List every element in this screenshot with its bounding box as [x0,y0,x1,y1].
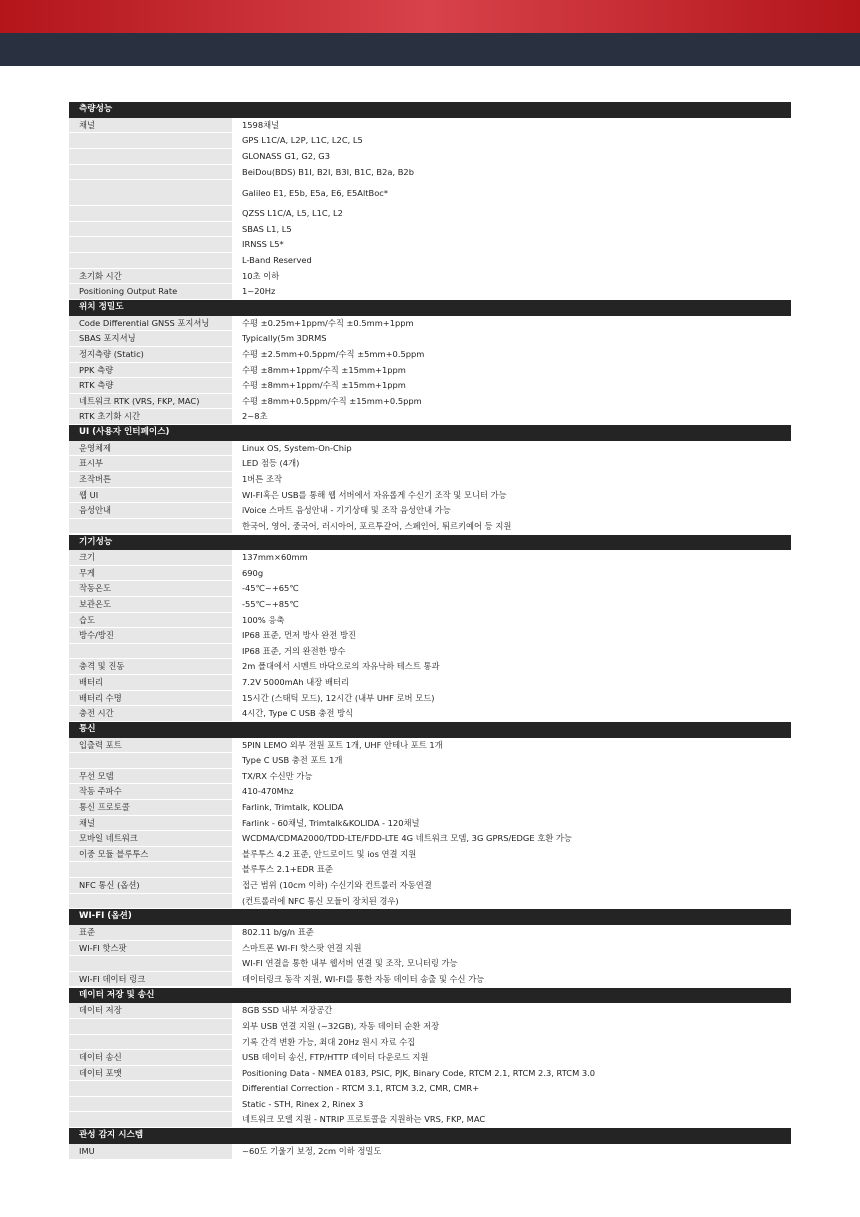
spec-value: 1~20Hz [242,286,276,297]
spec-row [69,800,791,816]
spec-row [69,1144,791,1160]
spec-row [69,394,791,410]
spec-label: PPK 측량 [69,363,232,379]
spec-label: 조작버튼 [69,472,232,488]
spec-label [69,894,232,910]
spec-row [69,363,791,379]
spec-label [69,1081,232,1097]
spec-value: 2~8초 [242,411,268,422]
spec-label [69,165,232,181]
spec-label [69,1112,232,1128]
spec-value: Farlink, Trimtalk, KOLIDA [242,802,344,813]
spec-value: ~60도 기울기 보정, 2cm 이하 정밀도 [242,1145,382,1156]
spec-row [69,831,791,847]
section-header: 통신 [69,722,791,738]
spec-row [69,862,791,878]
spec-row [69,347,791,363]
spec-label: 네트워크 RTK (VRS, FKP, MAC) [69,394,232,410]
spec-value: GLONASS G1, G2, G3 [242,151,331,162]
spec-row [69,180,791,206]
spec-value: 8GB SSD 내부 저장공간 [242,1005,333,1016]
spec-row [69,1097,791,1113]
spec-label [69,149,232,165]
spec-label: 표준 [69,925,232,941]
spec-row [69,550,791,566]
spec-value: Positioning Data - NMEA 0183, PSIC, PJK, Binary Code, RTCM 2.1, RTCM 2.3, RTCM 3.0 [242,1067,596,1078]
spec-row [69,659,791,675]
spec-label [69,862,232,878]
spec-value: 수평 ±8mm+1ppm/수직 ±15mm+1ppm [242,380,406,391]
spec-row [69,1019,791,1035]
spec-row [69,441,791,457]
spec-row [69,581,791,597]
spec-value: GPS L1C/A, L2P, L1C, L2C, L5 [242,135,363,146]
spec-label: 정지측량 (Static) [69,347,232,363]
spec-row [69,206,791,222]
spec-label [69,133,232,149]
spec-label: 보관온도 [69,597,232,613]
spec-row [69,284,791,300]
spec-row [69,691,791,707]
spec-label [69,956,232,972]
spec-label: 크기 [69,550,232,566]
header-banner-red [0,0,860,33]
spec-value: 4시간, Type C USB 충전 방식 [242,708,354,719]
spec-value: 수평 ±0.25m+1ppm/수직 ±0.5mm+1ppm [242,317,414,328]
spec-row [69,165,791,181]
spec-value: 15시간 (스태틱 모드), 12시간 (내부 UHF 로버 모드) [242,692,435,703]
spec-value: 한국어, 영어, 중국어, 러시아어, 포르투갈어, 스페인어, 튀르키예어 등 지원 [242,520,512,531]
spec-value: IP68 표준, 먼저 방사 완전 방진 [242,630,356,641]
spec-value: LED 점등 (4개) [242,458,300,469]
spec-value: QZSS L1C/A, L5, L1C, L2 [242,208,343,219]
spec-row [69,253,791,269]
spec-row [69,118,791,134]
spec-label: 데이터 저장 [69,1003,232,1019]
spec-value: IRNSS L5* [242,239,284,250]
spec-row [69,613,791,629]
spec-value: -45℃~+65℃ [242,583,299,594]
spec-value: 410-470Mhz [242,786,294,797]
section-header: 관성 감지 시스템 [69,1128,791,1144]
spec-value: (컨트롤러에 NFC 통신 모듈이 장치된 경우) [242,895,399,906]
spec-value: 137mm×60mm [242,552,308,563]
section-header: UI (사용자 인터페이스) [69,425,791,441]
section-header: 위치 정밀도 [69,300,791,316]
spec-value: -55℃~+85℃ [242,599,299,609]
spec-row [69,738,791,754]
spec-label: 통신 프로토콜 [69,800,232,816]
spec-value: 접근 범위 (10cm 이하) 수신기와 컨트롤러 자동연결 [242,879,432,890]
spec-value: iVoice 스마트 음성안내 - 기기상태 및 조작 음성안내 가능 [242,505,451,516]
spec-value: IP68 표준, 거의 완전한 방수 [242,645,346,656]
spec-value: 네트워크 모델 지원 - NTRIP 프로토콜을 지원하는 VRS, FKP, MAC [242,1114,486,1125]
spec-label [69,206,232,222]
spec-label [69,753,232,769]
spec-value: Static - STH, Rinex 2, Rinex 3 [242,1098,364,1109]
spec-value: 7.2V 5000mAh 내장 배터리 [242,676,349,687]
spec-label: 작동온도 [69,581,232,597]
spec-value: 1598채널 [242,119,280,130]
spec-value: Differential Correction - RTCM 3.1, RTCM 3.2, CMR, CMR+ [242,1083,480,1094]
spec-row [69,769,791,785]
spec-row [69,269,791,285]
spec-label: 방수/방진 [69,628,232,644]
spec-row [69,1112,791,1128]
spec-value: 100% 응축 [242,614,285,625]
spec-value: 기록 간격 변환 가능, 최대 20Hz 원시 자료 수집 [242,1036,416,1047]
spec-value: USB 데이터 송신, FTP/HTTP 데이터 다운로드 지원 [242,1052,429,1063]
spec-label [69,519,232,535]
spec-label: 표시부 [69,456,232,472]
spec-label: 충격 및 진동 [69,659,232,675]
section-header: 측량성능 [69,102,791,118]
spec-label: RTK 초기화 시간 [69,409,232,425]
spec-label: 습도 [69,613,232,629]
spec-value: 수평 ±2.5mm+0.5ppm/수직 ±5mm+0.5ppm [242,348,425,359]
spec-value: 802.11 b/g/n 표준 [242,927,314,938]
spec-row [69,847,791,863]
spec-row [69,675,791,691]
spec-label: 운영체제 [69,441,232,457]
spec-row [69,331,791,347]
spec-label: RTK 측량 [69,378,232,394]
section-header: 데이터 저장 및 송신 [69,988,791,1004]
spec-label [69,1019,232,1035]
spec-value: 690g [242,567,264,578]
spec-label: 충전 시간 [69,706,232,722]
spec-value: 1버튼 조작 [242,473,282,484]
spec-row [69,133,791,149]
header-banner-navy [0,33,860,66]
spec-row [69,1003,791,1019]
spec-row [69,628,791,644]
spec-label [69,237,232,253]
spec-value: 수평 ±8mm+1ppm/수직 ±15mm+1ppm [242,364,406,375]
spec-label: 채널 [69,118,232,134]
spec-label: IMU [69,1144,232,1160]
spec-row [69,784,791,800]
spec-label: 배터리 수명 [69,691,232,707]
spec-value: Type C USB 충전 포트 1개 [242,755,343,766]
spec-row [69,237,791,253]
spec-label: 데이터 송신 [69,1050,232,1066]
spec-row [69,1035,791,1051]
spec-row [69,503,791,519]
spec-label: 음성안내 [69,503,232,519]
spec-label [69,1035,232,1051]
spec-row [69,878,791,894]
spec-value: Farlink - 60채널, Trimtalk&KOLIDA - 120채널 [242,817,420,828]
spec-label [69,180,232,206]
spec-row [69,706,791,722]
spec-label: 입출력 포트 [69,738,232,754]
spec-label: 모바일 네트워크 [69,831,232,847]
spec-label: NFC 통신 (옵션) [69,878,232,894]
spec-row [69,816,791,832]
spec-value: 수평 ±8mm+0.5ppm/수직 ±15mm+0.5ppm [242,395,422,406]
spec-row [69,956,791,972]
spec-value: 블루투스 2.1+EDR 표준 [242,864,333,875]
spec-label [69,644,232,660]
spec-row [69,644,791,660]
section-header: WI-FI (옵션) [69,909,791,925]
spec-label [69,1097,232,1113]
spec-value: 스마트폰 WI-FI 핫스팟 연결 지원 [242,942,362,953]
spec-row [69,1066,791,1082]
spec-label: 데이터 포맷 [69,1066,232,1082]
spec-value: 5PIN LEMO 외부 전원 포트 1개, UHF 안테나 포트 1개 [242,739,443,750]
spec-label: WI-FI 핫스팟 [69,941,232,957]
spec-row [69,1081,791,1097]
spec-value: WI-FI혹은 USB를 통해 웹 서버에서 자유롭게 수신기 조작 및 모니터 가능 [242,489,507,500]
spec-row [69,925,791,941]
spec-row [69,753,791,769]
spec-row [69,456,791,472]
spec-value: WCDMA/CDMA2000/TDD-LTE/FDD-LTE 4G 네트워크 모뎀, 3G GPRS/EDGE 호환 가능 [242,833,572,844]
spec-row [69,472,791,488]
spec-label: Code Differential GNSS 포지셔닝 [69,316,232,332]
spec-label: 웹 UI [69,488,232,504]
spec-value: TX/RX 수신만 가능 [242,770,313,781]
spec-label: WI-FI 데이터 링크 [69,972,232,988]
spec-value: 10초 이하 [242,270,280,281]
spec-value: 외부 USB 연결 지원 (~32GB), 자동 데이터 순환 저장 [242,1020,440,1031]
spec-row [69,894,791,910]
spec-value: WI-FI 연결을 통한 내부 웹서버 연결 및 조작, 모니터링 가능 [242,958,458,969]
spec-row [69,316,791,332]
spec-value: Linux OS, System-On-Chip [242,442,352,453]
spec-value: Typically(5m 3DRMS [242,333,327,344]
spec-label [69,253,232,269]
spec-row [69,566,791,582]
spec-row [69,519,791,535]
spec-label: 작동 주파수 [69,784,232,800]
spec-label: Positioning Output Rate [69,284,232,300]
section-header: 기기성능 [69,535,791,551]
spec-row [69,149,791,165]
spec-value: L-Band Reserved [242,255,312,266]
spec-value: Galileo E1, E5b, E5a, E6, E5AltBoc* [242,188,389,199]
spec-label: 채널 [69,816,232,832]
spec-label: SBAS 포지셔닝 [69,331,232,347]
spec-row [69,941,791,957]
spec-value: 데이터링크 동작 지원, WI-FI를 통한 자동 데이터 송출 및 수신 가능 [242,973,485,984]
spec-value: BeiDou(BDS) B1I, B2I, B3I, B1C, B2a, B2b [242,166,414,177]
spec-value: 블루투스 4.2 표준, 안드로이드 및 ios 연결 지원 [242,848,417,859]
spec-row [69,378,791,394]
spec-label: 배터리 [69,675,232,691]
spec-value: 2m 폴대에서 시멘트 바닥으로의 자유낙하 테스트 통과 [242,661,440,672]
spec-value: SBAS L1, L5 [242,223,292,234]
spec-row [69,222,791,238]
spec-label [69,222,232,238]
spec-label: 이중 모듈 블루투스 [69,847,232,863]
spec-row [69,597,791,613]
spec-row [69,488,791,504]
spec-label: 초기화 시간 [69,269,232,285]
spec-label: 무게 [69,566,232,582]
spec-row [69,1050,791,1066]
spec-label: 무선 모뎀 [69,769,232,785]
spec-row [69,409,791,425]
spec-table [69,102,791,1160]
spec-row [69,972,791,988]
